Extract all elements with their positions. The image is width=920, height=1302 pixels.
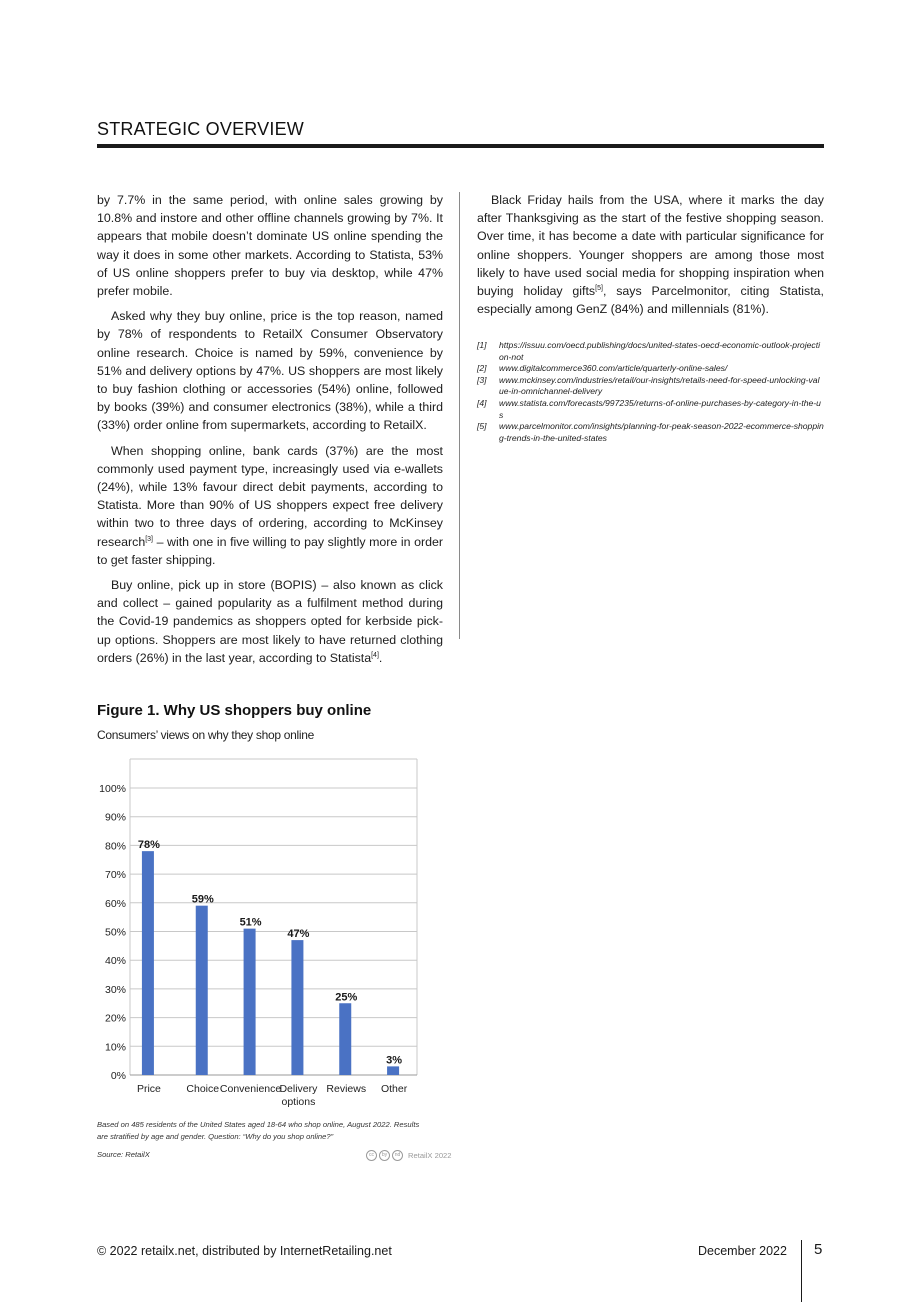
reference-number: [4]	[477, 397, 487, 408]
footer-date: December 2022	[698, 1244, 787, 1258]
x-tick-label: Reviews	[326, 1083, 367, 1095]
section-title: STRATEGIC OVERVIEW	[97, 119, 304, 139]
left-column	[97, 191, 443, 674]
paragraph-text: When shopping online, bank cards (37%) are the most commonly used payment type, increasingly used via e-wallets (24%), while 13% favour direct debit payments, according to Statista. More than 90% of US shoppers expect free delivery within two to three days of ordering, according to McKinsey research	[97, 443, 443, 549]
right-column	[477, 191, 824, 325]
attribution-icon: by	[379, 1150, 390, 1161]
data-label: 51%	[239, 916, 262, 929]
reference-item	[477, 375, 824, 398]
reference-link[interactable]: https://issuu.com/oecd.publishing/docs/united-states-oecd-economic-outlook-projection-not	[499, 340, 820, 362]
reference-link[interactable]: www.digitalcommerce360.com/article/quarterly-online-sales/	[499, 363, 728, 374]
no-derivatives-icon: nd	[392, 1150, 403, 1161]
header-rule	[97, 144, 824, 148]
x-tick-label: Price	[136, 1083, 161, 1095]
y-tick-label: 60%	[104, 897, 126, 910]
reference-item	[477, 363, 824, 375]
data-label: 47%	[287, 928, 310, 941]
y-tick-label: 90%	[104, 811, 126, 824]
references-list	[477, 340, 824, 444]
data-label: 78%	[137, 839, 160, 852]
y-tick-label: 40%	[104, 955, 126, 968]
paragraph-text: , says Parcelmonitor, citing Statista, especially among GenZ (84%) and millennials (81%).	[477, 284, 825, 317]
footer-copyright: © 2022 retailx.net, distributed by InternetRetailing.net	[97, 1244, 392, 1258]
data-label: 25%	[335, 991, 358, 1004]
x-tick-label: Choice	[186, 1083, 220, 1095]
figure-source: Source: RetailX	[97, 1150, 150, 1159]
left-paragraph-1: by 7.7% in the same period, with online sales growing by 10.8% and instore and other offline channels growing by 7%. It appears that mobile doesn’t dominate US online spending the way it does in some other markets. According to Statista, 53% of US online shoppers prefer to buy via desktop, while 47% prefer mobile.	[97, 193, 443, 299]
bar	[196, 906, 208, 1075]
paragraph-text: .	[378, 650, 383, 665]
paragraph-text: – with one in five willing to pay slightly more in order to get faster shipping.	[97, 534, 443, 567]
footnote-marker[interactable]: [4]	[371, 651, 379, 659]
reference-link[interactable]: www.mckinsey.com/industries/retail/our-insights/retails-need-for-speed-unlocking-value-in-omnichannel-delivery	[499, 374, 820, 397]
reference-number: [1]	[477, 340, 487, 350]
y-tick-label: 80%	[104, 840, 126, 853]
reference-number: [5]	[477, 421, 487, 432]
reference-link[interactable]: www.statista.com/forecasts/997235/returns-of-online-purchases-by-category-in-the-us	[499, 397, 821, 420]
data-label: 3%	[386, 1054, 403, 1067]
column-divider	[459, 192, 460, 639]
paragraph-text: Black Friday hails from the USA, where it marks the day after Thanksgiving as the start of the festive shopping season. Over time, it has become a date with particular significance for online shoppers. Younger shoppers are among those most likely to have used social media for shopping inspiration when buying holiday gifts	[477, 193, 824, 299]
reference-link[interactable]: www.parcelmonitor.com/insights/planning-for-peak-season-2022-ecommerce-shopping-trends-in-the-united-states	[499, 421, 824, 443]
brand-label: RetailX 2022	[408, 1151, 452, 1160]
page-number: 5	[814, 1241, 823, 1258]
reference-item	[477, 398, 824, 421]
left-paragraph-4	[97, 576, 443, 667]
bar	[387, 1066, 399, 1075]
footer-divider	[801, 1240, 802, 1302]
y-tick-label: 30%	[104, 983, 126, 996]
figure-brand	[366, 1150, 451, 1161]
footnote-marker[interactable]: [5]	[595, 284, 603, 292]
y-tick-label: 50%	[104, 926, 126, 939]
figure-note: Based on 485 residents of the United States aged 18-64 who shop online, August 2022. Results are stratified by age and gender. Question: “Why do you shop online?”	[97, 1120, 420, 1141]
figure-title: Figure 1. Why US shoppers buy online	[97, 702, 372, 719]
reference-item	[477, 340, 824, 363]
right-paragraph-1	[477, 191, 824, 318]
figure-subtitle: Consumers’ views on why they shop online	[97, 728, 315, 742]
reference-item	[477, 421, 824, 444]
left-paragraph-3	[97, 442, 443, 569]
x-tick-label: Delivery	[279, 1083, 318, 1095]
bar-chart	[97, 755, 427, 1120]
reference-number: [3]	[477, 374, 487, 385]
footnote-marker[interactable]: [3]	[145, 535, 154, 543]
cc-license-icon: cc	[366, 1150, 377, 1161]
bar	[339, 1003, 351, 1075]
reference-number: [2]	[477, 363, 487, 374]
y-tick-label: 100%	[99, 783, 126, 795]
data-label: 59%	[191, 893, 214, 906]
paragraph-text: Buy online, pick up in store (BOPIS) – also known as click and collect – gained popularity as a fulfilment method during the Covid-19 pandemics as shoppers opted for kerbside pick-up options. Shoppers are most likely to have returned clothing orders (26%) in the last year, according to Statista	[97, 578, 443, 665]
y-tick-label: 0%	[110, 1070, 126, 1082]
y-tick-label: 20%	[104, 1012, 126, 1025]
x-tick-label: Convenience	[219, 1083, 282, 1095]
y-tick-label: 70%	[104, 869, 126, 882]
y-tick-label: 10%	[104, 1041, 126, 1054]
x-tick-label: options	[281, 1096, 316, 1108]
left-paragraph-2: Asked why they buy online, price is the top reason, named by 78% of respondents to RetailX Consumer Observatory online research. Choice is named by 59%, convenience by 51% and delivery options by 47%. US shoppers are most likely to buy fashion clothing or accessories (54%) online, followed by books (39%) and consumer electronics (38%), while a third (33%) order online from supermarkets, according to RetailX.	[97, 309, 443, 433]
x-tick-label: Other	[380, 1083, 408, 1095]
bar	[244, 929, 256, 1075]
bar	[142, 851, 154, 1075]
bar	[291, 940, 303, 1075]
